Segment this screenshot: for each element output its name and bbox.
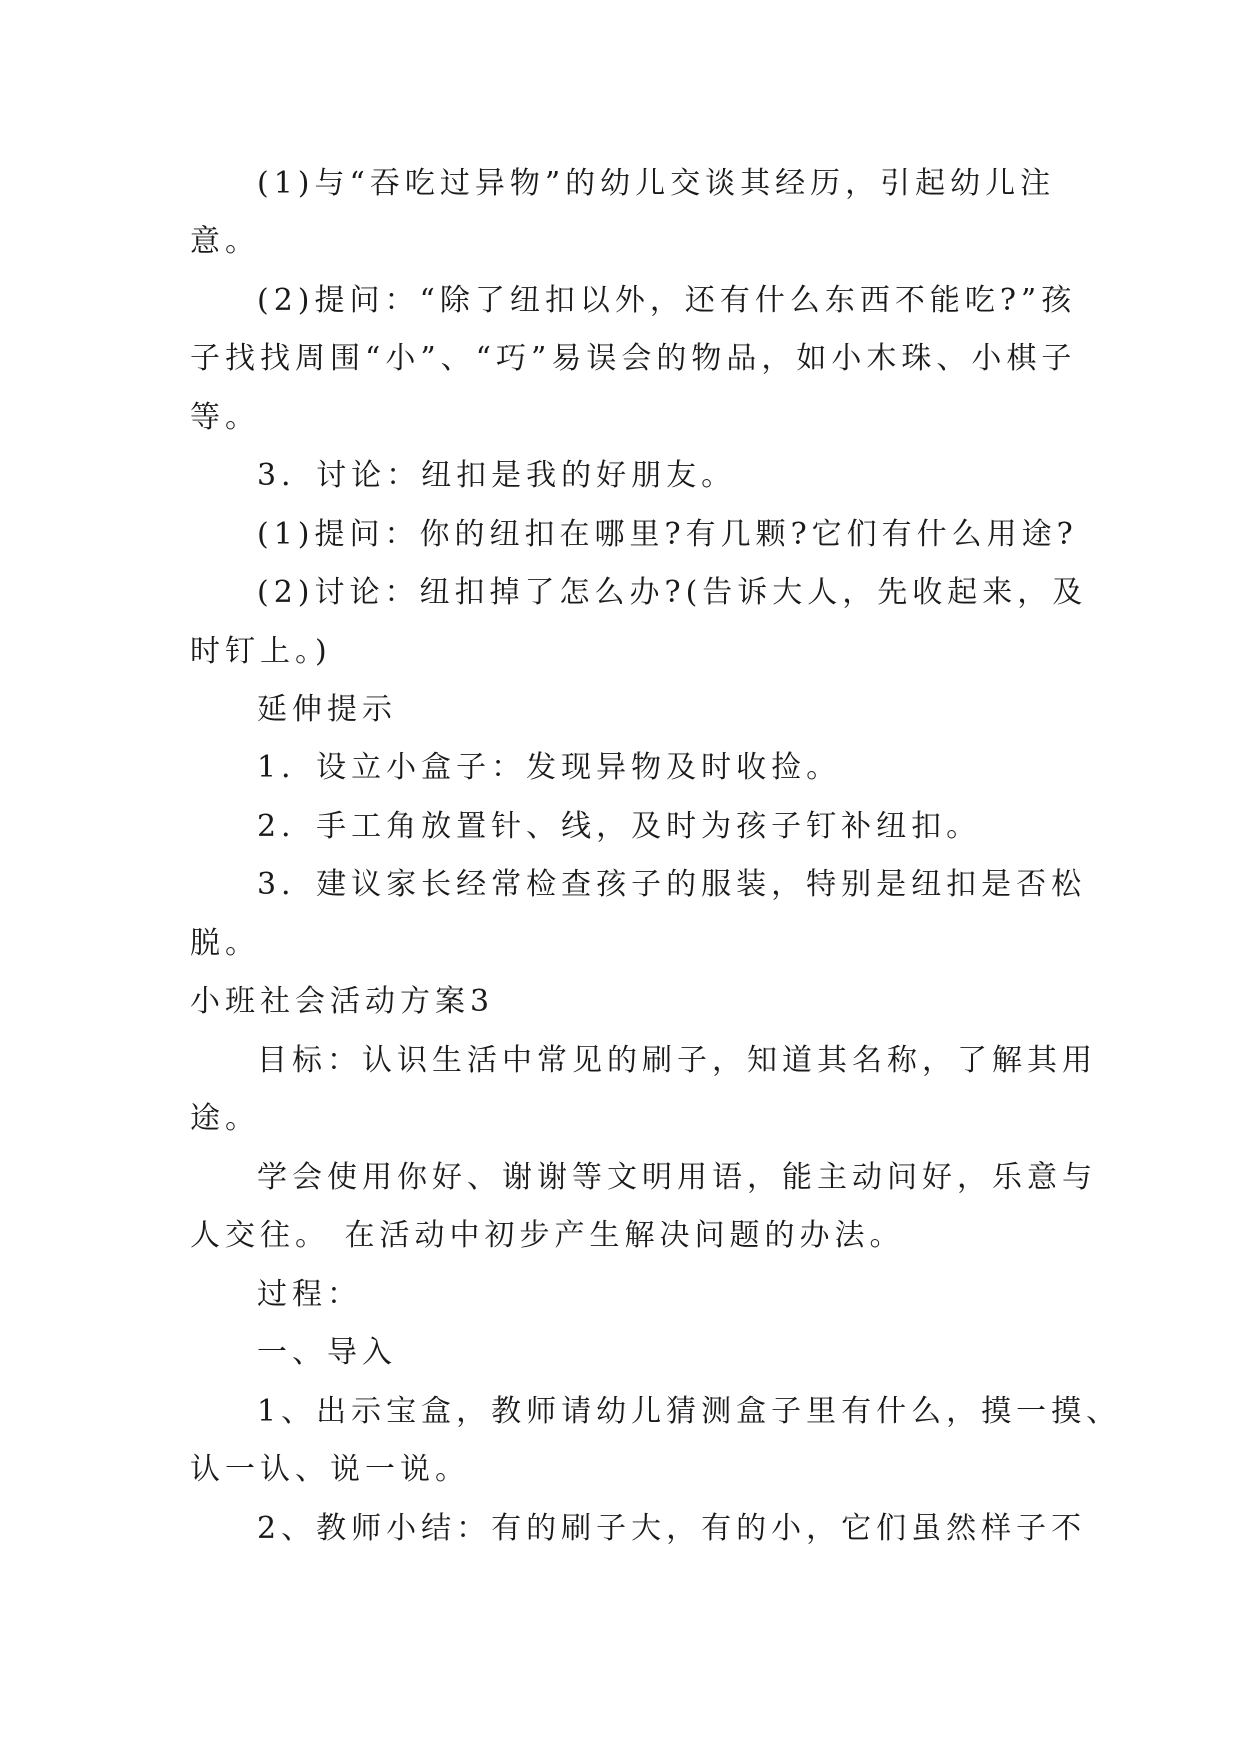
paragraph-line: 目标：认识生活中常见的刷子，知道其名称，了解其用 — [257, 1043, 1097, 1078]
section-heading: 延伸提示 — [257, 692, 397, 727]
paragraph-line: 2、教师小结：有的刷子大，有的小，它们虽然样子不 — [257, 1511, 1087, 1546]
paragraph-line: 1、出示宝盒，教师请幼儿猜测盒子里有什么，摸一摸、 — [257, 1394, 1122, 1429]
paragraph-line: 认一认、说一说。 — [190, 1452, 470, 1487]
paragraph-line: 2．手工角放置针、线，及时为孩子钉补纽扣。 — [257, 809, 982, 844]
paragraph-line: (2)提问：“除了纽扣以外，还有什么东西不能吃?”孩 — [257, 283, 1077, 318]
section-heading: 过程： — [257, 1277, 362, 1312]
section-heading: 一、导入 — [257, 1335, 397, 1370]
paragraph-line: 子找找周围“小”、“巧”易误会的物品，如小木珠、小棋子 — [190, 341, 1077, 376]
paragraph-line: 脱。 — [190, 926, 260, 961]
paragraph-line: 3．建议家长经常检查孩子的服装，特别是纽扣是否松 — [257, 867, 1087, 902]
document-title: 小班社会活动方案3 — [190, 984, 495, 1019]
paragraph-line: 学会使用你好、谢谢等文明用语，能主动问好，乐意与 — [257, 1160, 1097, 1195]
paragraph-line: (1)与“吞吃过异物”的幼儿交谈其经历，引起幼儿注 — [257, 166, 1056, 201]
paragraph-line: (2)讨论：纽扣掉了怎么办?(告诉大人，先收起来，及 — [257, 575, 1088, 610]
paragraph-line: 时钉上。) — [190, 634, 332, 669]
paragraph-line: 人交往。 在活动中初步产生解决问题的办法。 — [190, 1218, 905, 1253]
paragraph-line: 等。 — [190, 400, 260, 435]
paragraph-line: 意。 — [190, 224, 260, 259]
paragraph-line: 3．讨论：纽扣是我的好朋友。 — [257, 458, 737, 493]
paragraph-line: 1．设立小盒子：发现异物及时收捡。 — [257, 750, 842, 785]
paragraph-line: (1)提问：你的纽扣在哪里?有几颗?它们有什么用途? — [257, 517, 1078, 552]
paragraph-line: 途。 — [190, 1101, 260, 1136]
